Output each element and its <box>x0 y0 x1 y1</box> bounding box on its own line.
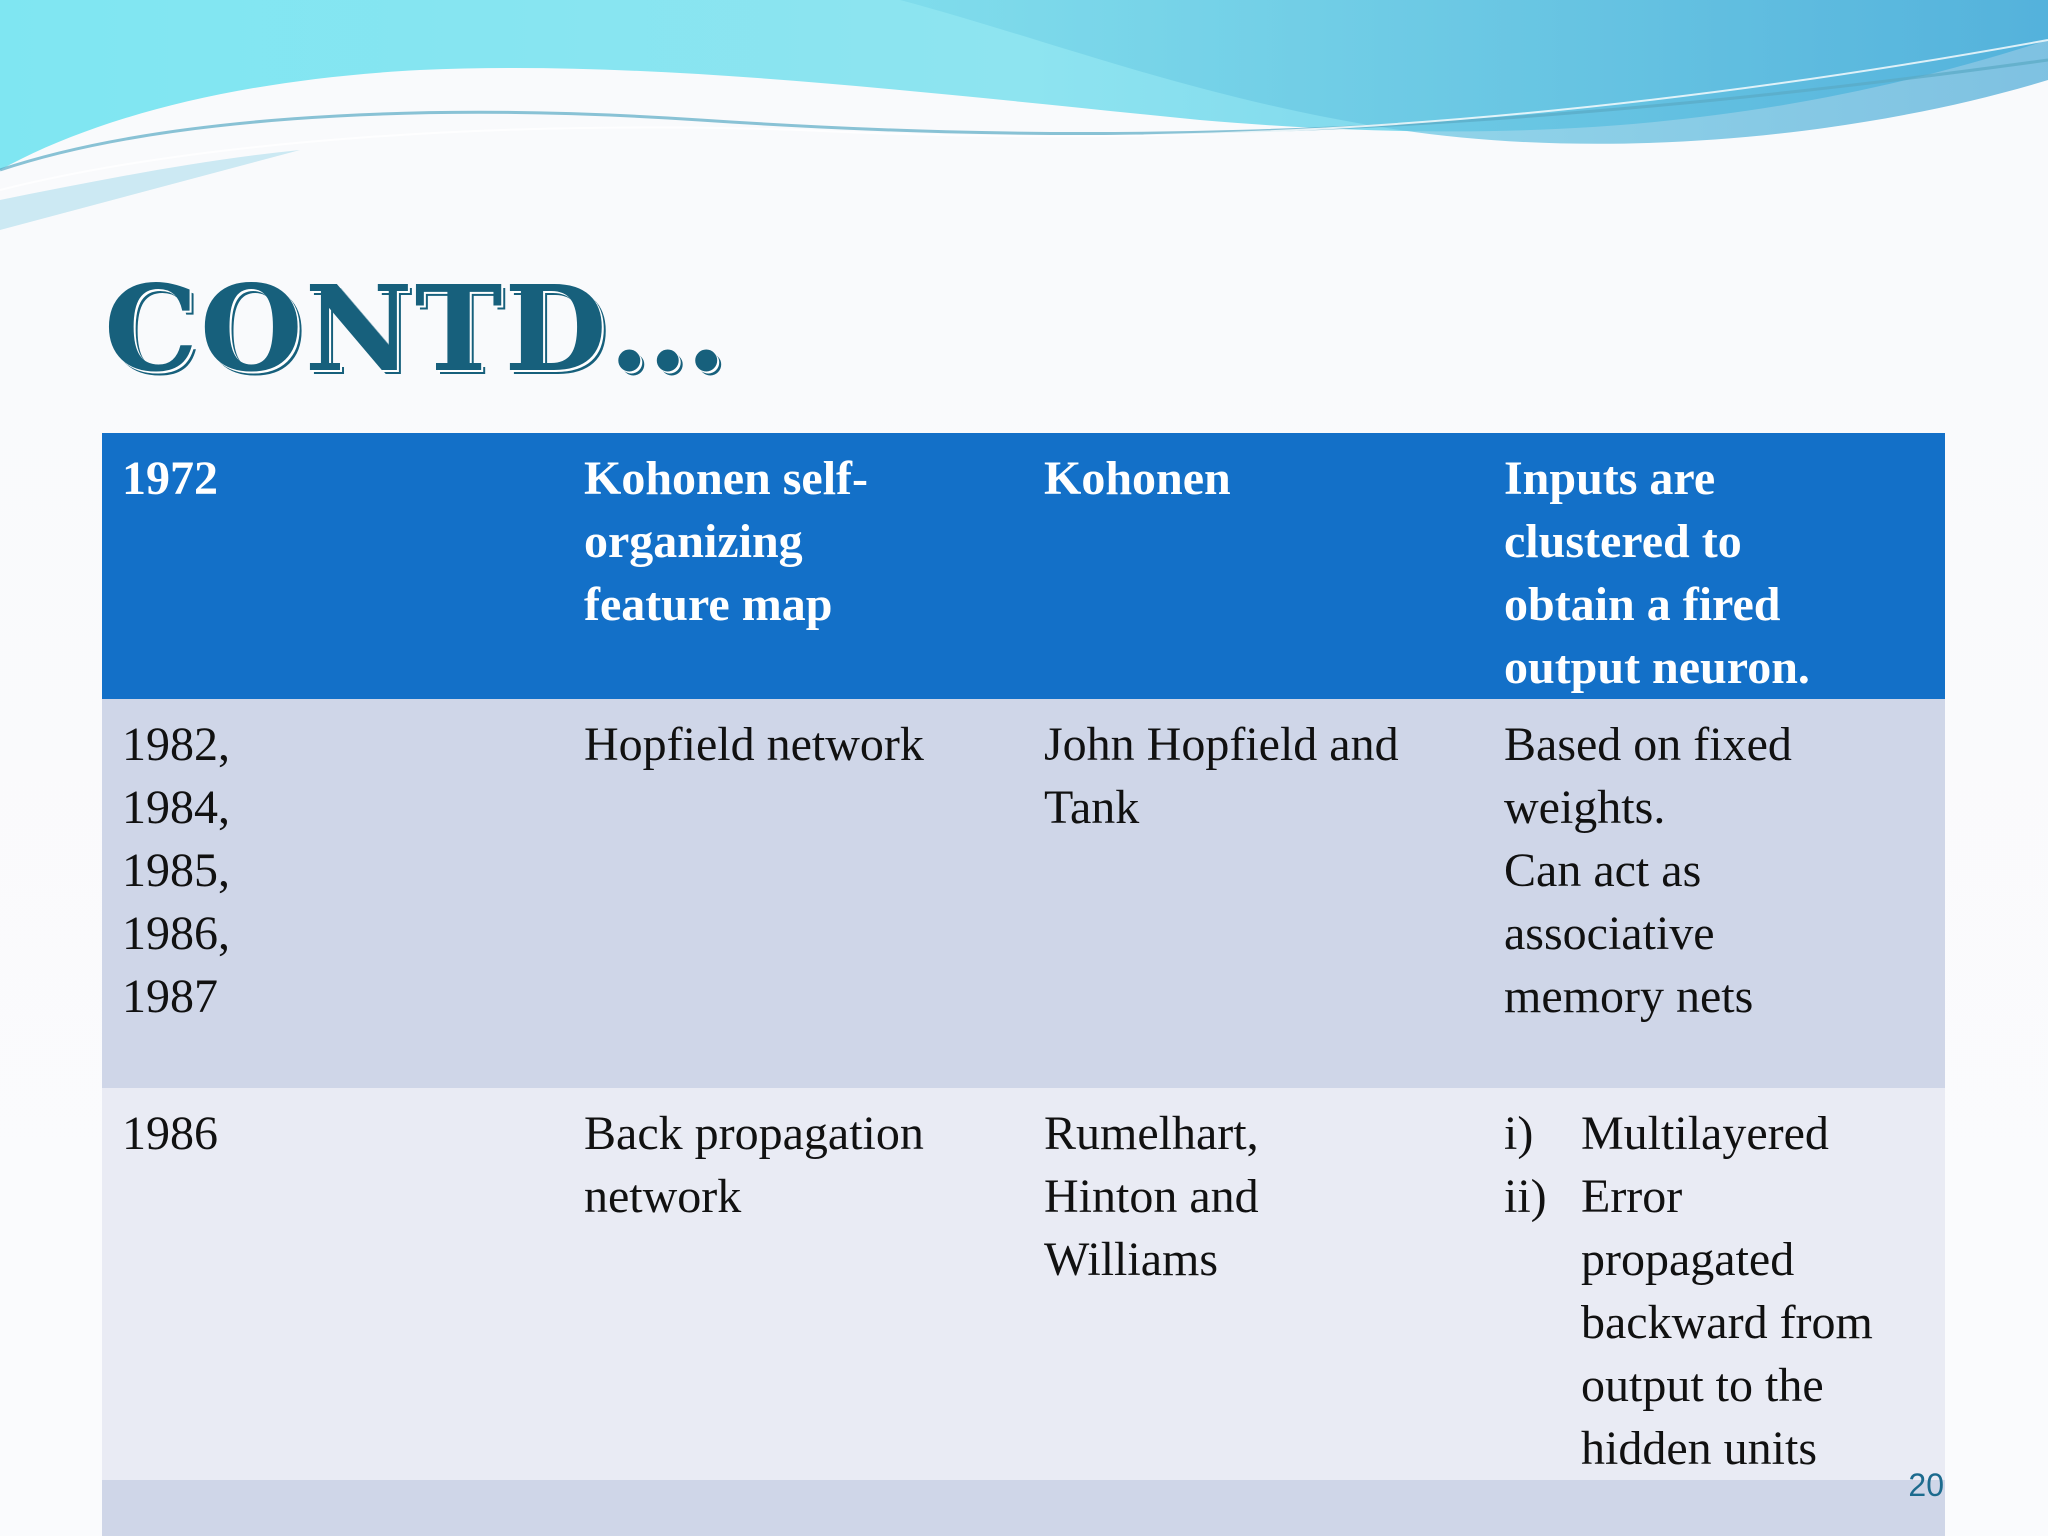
table-row <box>102 1088 1945 1480</box>
cell-text: organizing <box>584 515 803 568</box>
cell-network <box>564 1088 1024 1480</box>
cell-text: Williams <box>1044 1233 1219 1286</box>
cell-inventor <box>1024 433 1484 699</box>
list-marker: ii) <box>1504 1170 1547 1223</box>
cell-year <box>102 699 564 1088</box>
cell-empty <box>564 1480 1024 1536</box>
cell-year <box>102 1088 564 1480</box>
list-item-text <box>1581 1102 1927 1165</box>
cell-description <box>1484 433 1945 699</box>
cell-text: 1986, <box>122 907 230 960</box>
cell-text: Can act as <box>1504 844 1702 897</box>
cell-empty <box>1024 1480 1484 1536</box>
cell-inventor <box>1024 1088 1484 1480</box>
cell-text: clustered to <box>1504 515 1742 568</box>
cell-text: obtain a fired <box>1504 578 1781 631</box>
list-item <box>1504 1165 1927 1480</box>
cell-description <box>1484 1088 1945 1480</box>
cell-text: Inputs are <box>1504 452 1716 505</box>
cell-text: Rumelhart, <box>1044 1107 1259 1160</box>
cell-year <box>102 433 564 699</box>
list-marker: i) <box>1504 1107 1534 1160</box>
table-row <box>102 699 1945 1088</box>
cell-text: John Hopfield and <box>1044 718 1399 771</box>
cell-text: output to the <box>1581 1359 1824 1412</box>
cell-network <box>564 699 1024 1088</box>
cell-text: Hopfield network <box>584 718 924 771</box>
cell-text: propagated <box>1581 1233 1795 1286</box>
cell-text: output neuron. <box>1504 641 1810 694</box>
list-item-text <box>1581 1165 1927 1480</box>
cell-inventor <box>1024 699 1484 1088</box>
cell-network <box>564 433 1024 699</box>
cell-text: 1984, <box>122 781 230 834</box>
table-row-empty <box>102 1480 1945 1536</box>
cell-text: 1986 <box>122 1107 218 1160</box>
cell-text: backward from <box>1581 1296 1873 1349</box>
wave-banner <box>0 0 2048 240</box>
cell-text: weights. <box>1504 781 1666 834</box>
cell-description <box>1484 699 1945 1088</box>
cell-text: Kohonen <box>1044 452 1231 505</box>
cell-empty <box>1484 1480 1945 1536</box>
cell-text: Kohonen self- <box>584 452 869 505</box>
cell-text: associative <box>1504 907 1715 960</box>
cell-text: Hinton and <box>1044 1170 1259 1223</box>
cell-text: feature map <box>584 578 833 631</box>
cell-empty <box>102 1480 564 1536</box>
cell-text: Based on fixed <box>1504 718 1792 771</box>
history-table <box>102 433 1945 1536</box>
cell-text: 1985, <box>122 844 230 897</box>
cell-text: network <box>584 1170 742 1223</box>
table-header-row <box>102 433 1945 699</box>
cell-text: hidden units <box>1581 1422 1817 1475</box>
list-item <box>1504 1102 1927 1165</box>
cell-text: 1972 <box>122 452 218 505</box>
cell-text: Multilayered <box>1581 1107 1829 1160</box>
page-number: 20 <box>1908 1467 1944 1503</box>
numbered-list <box>1504 1102 1927 1480</box>
cell-text: Error <box>1581 1170 1683 1223</box>
cell-text: 1982, <box>122 718 230 771</box>
cell-text: memory nets <box>1504 970 1754 1023</box>
slide-title: CONTD… <box>104 259 729 398</box>
cell-text: 1987 <box>122 970 218 1023</box>
cell-text: Tank <box>1044 781 1140 834</box>
cell-text: Back propagation <box>584 1107 924 1160</box>
